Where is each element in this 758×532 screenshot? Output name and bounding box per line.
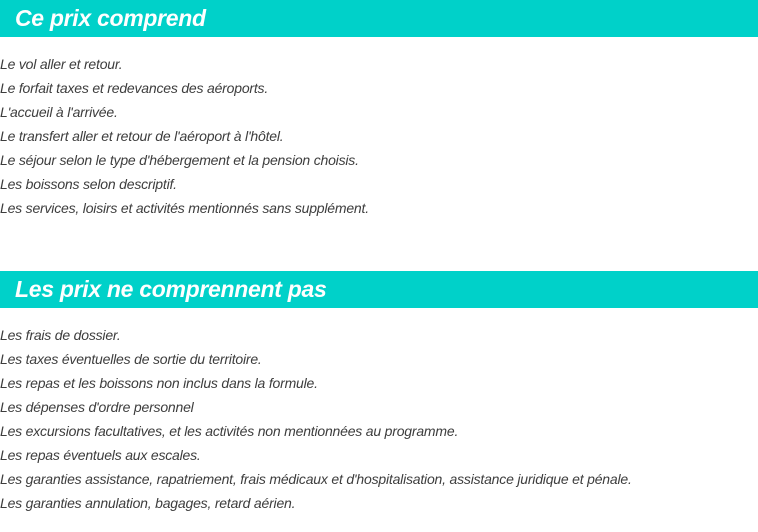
included-items-list: [0, 52, 369, 220]
included-item: Le forfait taxes et redevances des aéroports.: [0, 80, 269, 96]
included-item: Les services, loisirs et activités mentionnés sans supplément.: [0, 200, 369, 216]
excluded-item: Les garanties annulation, bagages, retard aérien.: [0, 495, 296, 511]
included-item: Le séjour selon le type d'hébergement et la pension choisis.: [0, 152, 359, 168]
included-item: L'accueil à l'arrivée.: [0, 104, 118, 120]
excluded-section-header: [0, 271, 758, 308]
included-item: Le transfert aller et retour de l'aéroport à l'hôtel.: [0, 128, 284, 144]
excluded-item: Les repas et les boissons non inclus dans la formule.: [0, 375, 318, 391]
excluded-item: Les dépenses d'ordre personnel: [0, 399, 194, 415]
excluded-item: Les frais de dossier.: [0, 327, 121, 343]
excluded-section-title: Les prix ne comprennent pas: [15, 276, 327, 302]
included-item: Le vol aller et retour.: [0, 56, 123, 72]
excluded-item: Les repas éventuels aux escales.: [0, 447, 201, 463]
excluded-item: Les excursions facultatives, et les activités non mentionnées au programme.: [0, 423, 459, 439]
included-section-header: [0, 0, 758, 37]
excluded-item: Les taxes éventuelles de sortie du territoire.: [0, 351, 262, 367]
included-item: Les boissons selon descriptif.: [0, 176, 177, 192]
excluded-item: Les garanties assistance, rapatriement, frais médicaux et d'hospitalisation, assistance juridique et pénale.: [0, 471, 632, 487]
included-section-title: Ce prix comprend: [15, 5, 206, 31]
excluded-items-list: [0, 323, 632, 515]
